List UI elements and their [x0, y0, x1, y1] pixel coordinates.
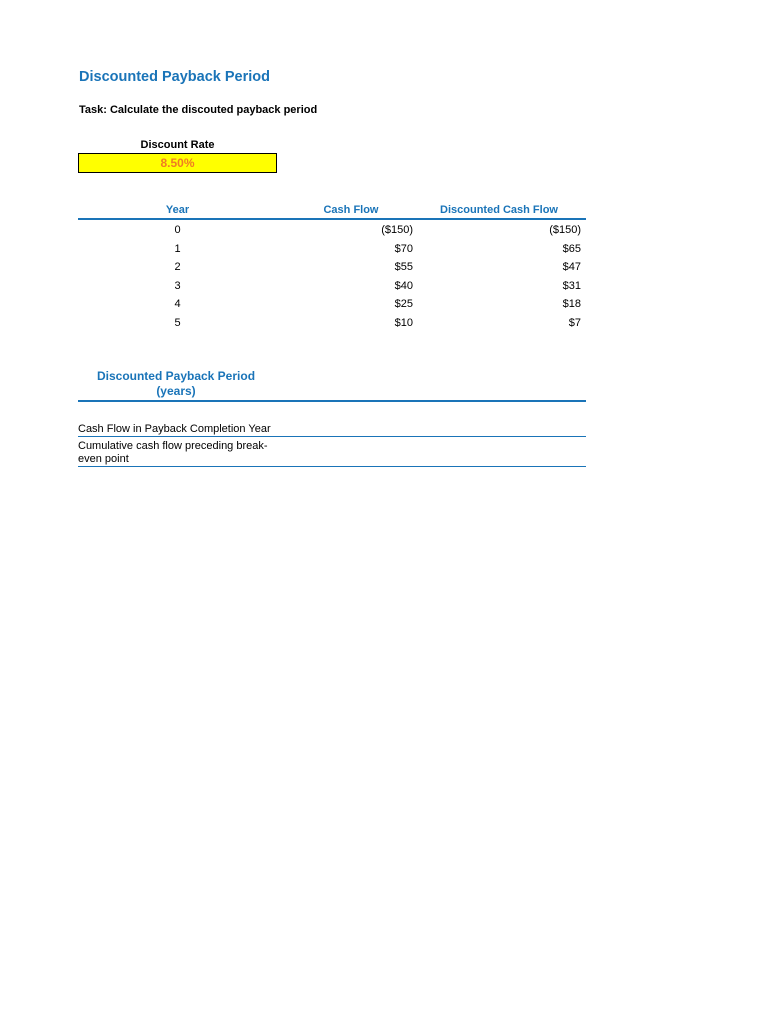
cell-cash-flow[interactable]: $70 [394, 242, 413, 255]
header-cash-flow: Cash Flow [323, 204, 379, 216]
table-row [78, 295, 586, 314]
cell-discounted-cash-flow[interactable]: $18 [562, 298, 581, 310]
table-row [78, 240, 586, 259]
payback-summary [78, 369, 586, 467]
cell-discounted-cash-flow[interactable]: ($150) [549, 224, 581, 236]
header-year: Year [165, 204, 190, 216]
discount-rate-input-cell[interactable]: 8.50% [78, 153, 277, 173]
table-row [78, 221, 586, 240]
cell-cash-flow[interactable]: $40 [394, 279, 413, 292]
cell-cash-flow[interactable]: $55 [394, 261, 413, 273]
table-body [78, 220, 586, 332]
page-title: Discounted Payback Period [79, 69, 270, 85]
cell-cash-flow[interactable]: $10 [394, 316, 413, 329]
cell-year[interactable]: 2 [174, 261, 181, 273]
summary-divider [78, 400, 586, 402]
cell-discounted-cash-flow[interactable]: $47 [562, 261, 581, 273]
table-header [78, 203, 586, 220]
table-row [78, 258, 586, 277]
cell-discounted-cash-flow[interactable]: $31 [562, 279, 581, 292]
cell-cash-flow[interactable]: ($150) [381, 224, 413, 236]
header-discounted-cash-flow: Discounted Cash Flow [440, 204, 558, 216]
cell-year[interactable]: 1 [174, 242, 181, 255]
summary-row-payback-completion-year[interactable] [78, 423, 586, 437]
payback-period-heading-line1: Discounted Payback Period [96, 369, 256, 383]
cell-year[interactable]: 0 [174, 224, 181, 236]
task-instruction: Task: Calculate the discouted payback period [79, 104, 318, 116]
cash-flow-table [78, 203, 586, 332]
table-row [78, 314, 586, 333]
summary-row-label: Cash Flow in Payback Completion Year [78, 423, 271, 435]
discount-rate-label: Discount Rate [140, 139, 215, 151]
cell-discounted-cash-flow[interactable]: $65 [562, 242, 581, 255]
summary-row-label: Cumulative cash flow preceding break-even point [78, 440, 268, 465]
cell-year[interactable]: 4 [174, 298, 181, 310]
payback-period-heading [78, 369, 274, 400]
cell-year[interactable]: 5 [174, 316, 181, 329]
table-row [78, 277, 586, 296]
cell-year[interactable]: 3 [174, 279, 181, 292]
payback-period-heading-line2: (years) [156, 384, 196, 398]
summary-row-cumulative-cash-flow[interactable] [78, 440, 586, 467]
cell-discounted-cash-flow[interactable]: $7 [568, 316, 581, 329]
cell-cash-flow[interactable]: $25 [394, 298, 413, 310]
